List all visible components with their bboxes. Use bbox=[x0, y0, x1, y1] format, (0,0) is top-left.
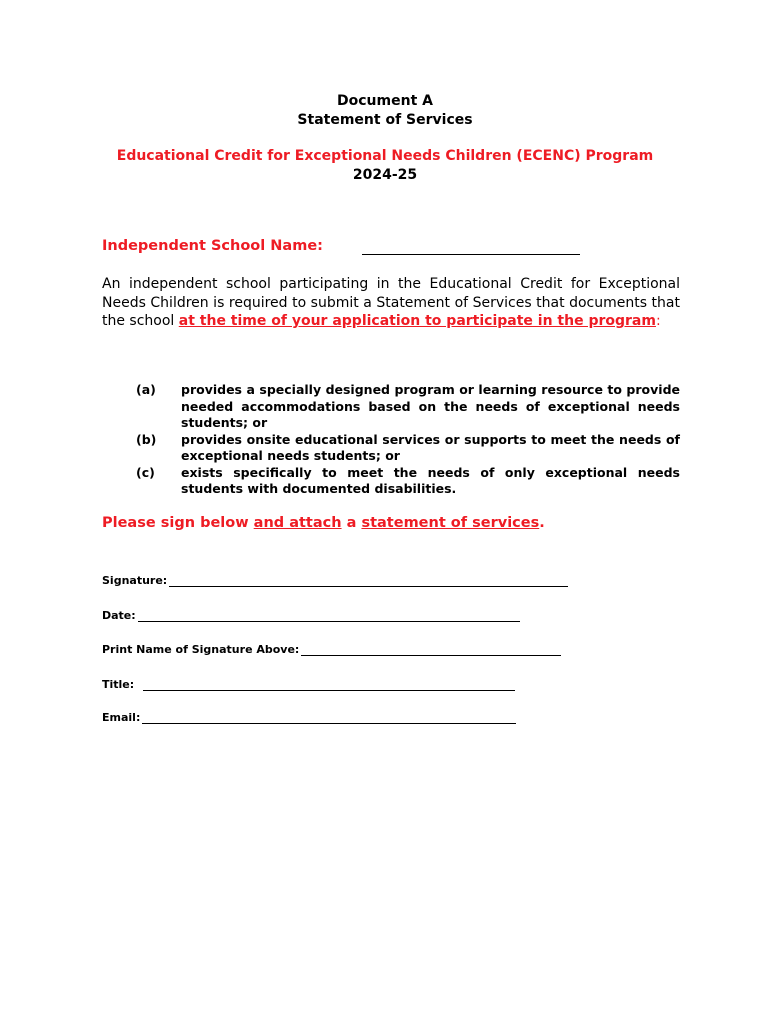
sign-note-text: a bbox=[341, 515, 362, 531]
sign-instruction bbox=[102, 515, 545, 531]
intro-paragraph bbox=[102, 275, 680, 331]
print-name-field[interactable] bbox=[301, 645, 561, 656]
program-year: 2024-25 bbox=[352, 167, 418, 183]
criteria-list bbox=[102, 382, 680, 498]
list-item bbox=[102, 432, 680, 465]
item-label: (a) bbox=[136, 382, 156, 397]
signature-row bbox=[102, 574, 568, 587]
list-item bbox=[102, 382, 680, 432]
email-field[interactable] bbox=[142, 713, 516, 724]
date-label: Date: bbox=[102, 609, 136, 622]
item-text: provides a specially designed program or learning resource to provide needed accommodations based on the needs of exceptional needs students; or bbox=[181, 382, 680, 430]
sign-note-attach: and attach bbox=[253, 515, 342, 531]
email-label: Email: bbox=[102, 711, 141, 724]
intro-highlight: at the time of your application to participate in the program bbox=[178, 313, 656, 329]
sign-note-text: Please sign below bbox=[102, 515, 254, 531]
list-item bbox=[102, 465, 680, 498]
print-name-row bbox=[102, 643, 561, 656]
print-name-label: Print Name of Signature Above: bbox=[102, 643, 300, 656]
title-label: Title: bbox=[102, 678, 135, 691]
item-label: (c) bbox=[136, 464, 155, 480]
intro-end: : bbox=[655, 313, 661, 329]
date-row bbox=[102, 609, 520, 622]
program-name: Educational Credit for Exceptional Needs Children (ECENC) Program bbox=[116, 148, 654, 164]
item-label: (b) bbox=[136, 431, 157, 447]
document-title: Statement of Services bbox=[297, 112, 473, 128]
item-text: exists specifically to meet the needs of only exceptional needs students with documented disabilities. bbox=[181, 464, 680, 496]
title-field[interactable] bbox=[143, 680, 515, 691]
signature-label: Signature: bbox=[102, 574, 168, 587]
title-row bbox=[102, 678, 515, 691]
school-name-field[interactable] bbox=[362, 254, 580, 255]
school-name-label: Independent School Name: bbox=[102, 238, 323, 254]
document-label: Document A bbox=[337, 93, 433, 109]
date-field[interactable] bbox=[138, 611, 520, 622]
email-row bbox=[102, 711, 516, 724]
sign-note-text: . bbox=[539, 515, 545, 531]
item-text: provides onsite educational services or supports to meet the needs of exceptional needs students; or bbox=[181, 431, 680, 463]
sign-note-statement: statement of services bbox=[361, 515, 540, 531]
signature-field[interactable] bbox=[169, 576, 568, 587]
intro-text: An independent school participating in the Educational Credit for Exceptional Needs Children is required to submit a Statement of Services that documents that the school bbox=[102, 276, 680, 329]
